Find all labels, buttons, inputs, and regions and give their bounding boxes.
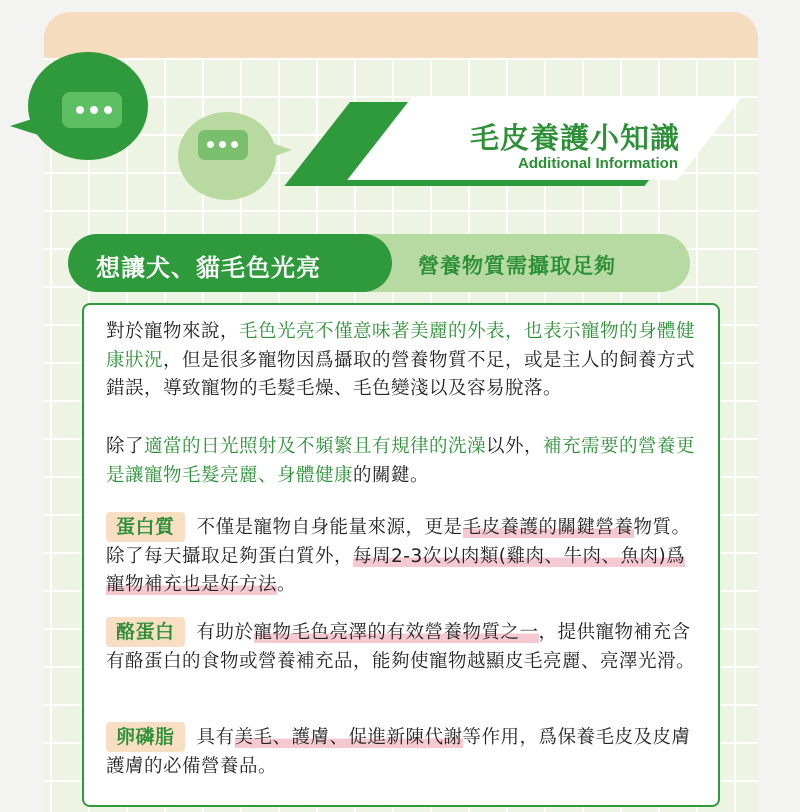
body-text: 物質。除了每天攝取足夠蛋白質外， [106, 517, 691, 567]
headline-main-text: 想讓犬、貓毛色光亮 [96, 253, 321, 282]
ellipsis-icon [207, 141, 238, 148]
body-text: 對於寵物來說， [106, 321, 240, 342]
headline-sub-text: 營養物質需攝取足夠 [418, 254, 616, 278]
highlight-text: 每周2-3次以肉類(雞肉、牛肉、魚肉)爲寵物補充也是好方法 [106, 545, 686, 596]
body-text: 。 [277, 574, 297, 596]
body-text: 除了 [106, 436, 145, 457]
intro-paragraph-2 [106, 433, 700, 490]
body-text: ，但是很多寵物因爲攝取的營養物質不足，或是主人的飼養方式錯誤，導致寵物的毛髮毛燥、毛色變淺以及容易脫落。 [106, 349, 696, 400]
body-text: 的關鍵。 [353, 464, 430, 486]
nutrient-tag: 酪蛋白 [106, 617, 185, 647]
body-text: 有助於 [196, 622, 254, 643]
banner-title: 毛皮養護小知識 [469, 121, 680, 155]
top-band [44, 12, 758, 58]
highlight-text: 美毛、護膚、促進新陳代謝 [234, 727, 463, 748]
nutrient-casein [106, 617, 700, 676]
nutrient-text [106, 622, 695, 672]
intro-paragraph-1 [106, 318, 700, 404]
nutrient-lecithin [106, 722, 700, 781]
nutrient-tag: 卵磷脂 [106, 722, 185, 752]
body-text: 具有 [196, 727, 235, 748]
nutrient-protein [106, 512, 700, 600]
emphasis-text: 補充需要的營養更是讓寵物毛髮亮麗、身體健康 [106, 436, 696, 486]
highlight-text: 寵物毛色亮澤的有效營養物質之一 [253, 622, 539, 643]
body-text: 以外， [486, 436, 544, 457]
ellipsis-icon [76, 106, 112, 114]
emphasis-text: 適當的日光照射及不頻繁且有規律的洗澡 [144, 436, 487, 457]
body-text: 不僅是寵物自身能量來源，更是 [196, 517, 463, 538]
emphasis-text: 毛色光亮不僅意味著美麗的外表，也表示寵物的身體健康狀況 [106, 321, 696, 371]
body-text: ，提供寵物補充含有酪蛋白的食物或營養補充品，能夠使寵物越顯皮毛亮麗、亮澤光滑。 [106, 622, 696, 672]
nutrient-text [106, 727, 691, 777]
body-text: 等作用，爲保養毛皮及皮膚護膚的必備營養品。 [106, 727, 691, 777]
highlight-text: 毛皮養護的關鍵營養 [462, 517, 634, 538]
banner-subtitle: Additional Information [518, 155, 678, 172]
nutrient-text [106, 517, 691, 595]
nutrient-tag: 蛋白質 [106, 512, 185, 542]
